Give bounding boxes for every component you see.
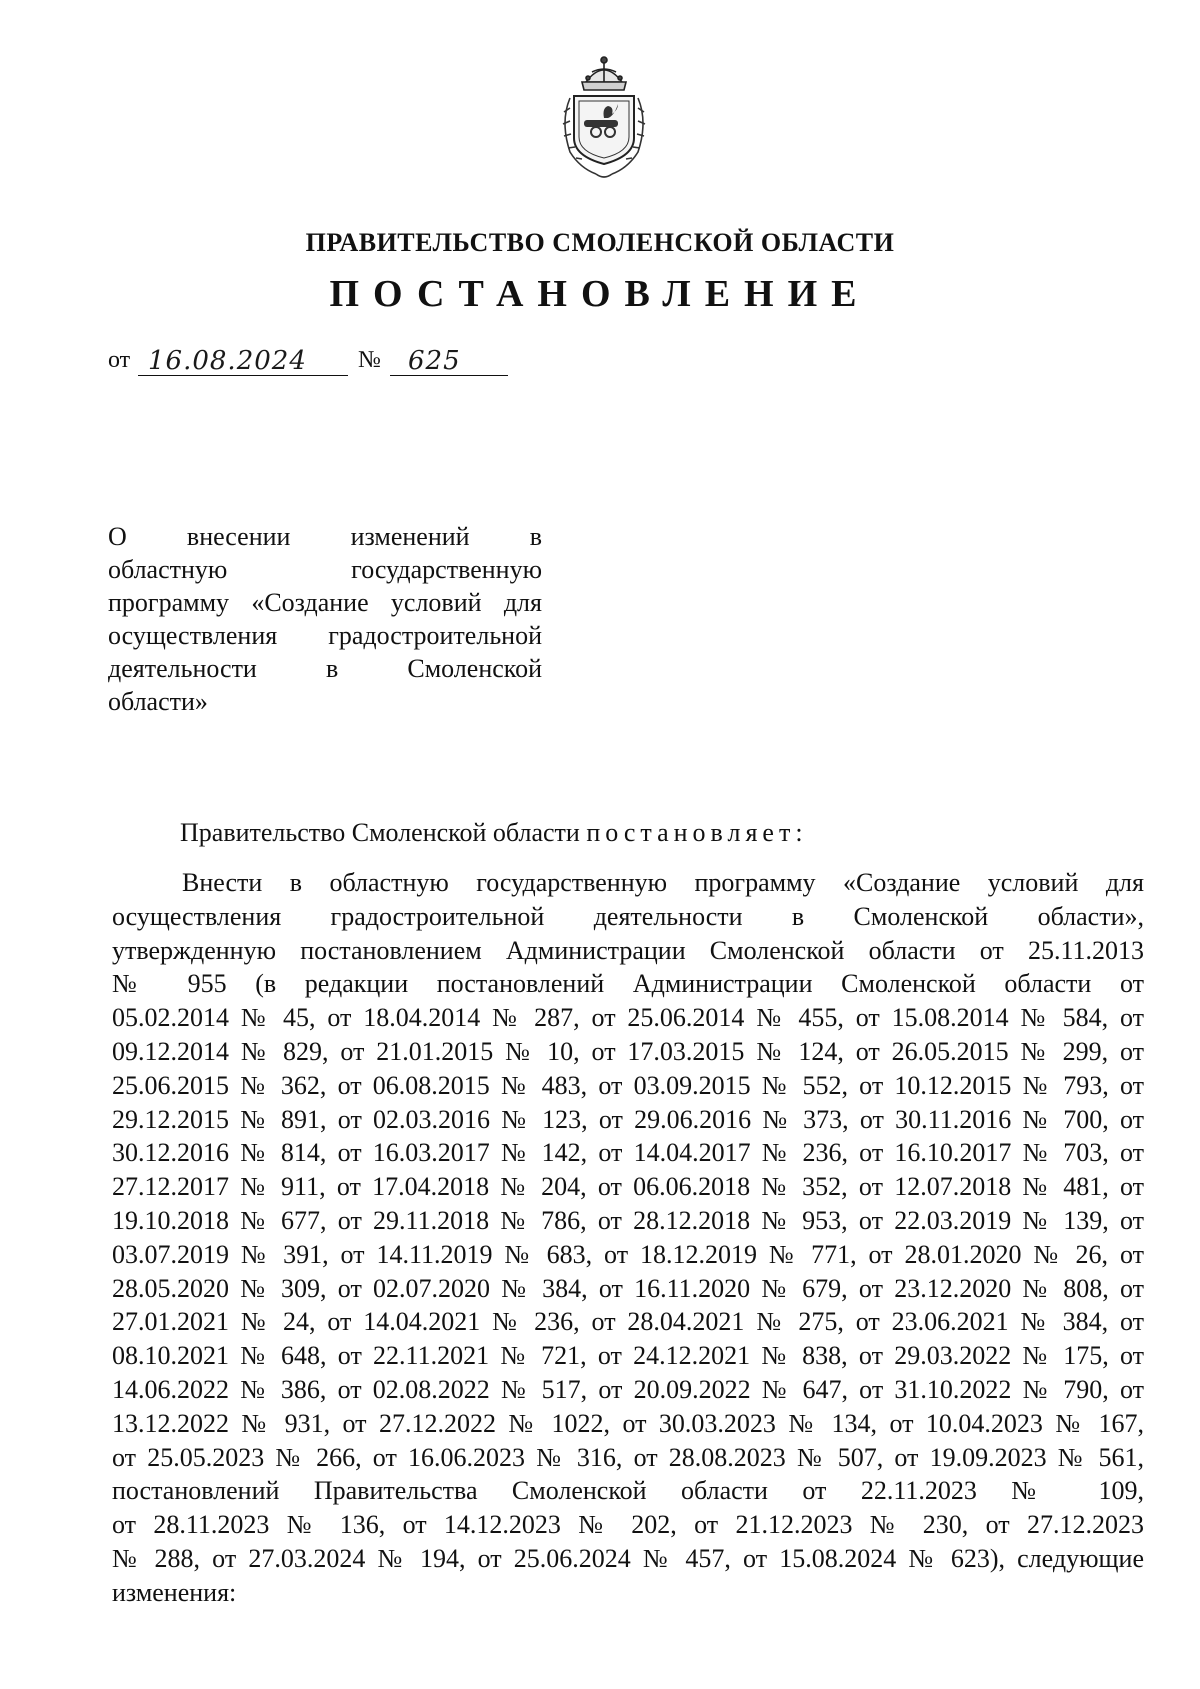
body-line: № 955 (в редакции постановлений Администрации Смоленской области от [112, 969, 1144, 999]
handwritten-date: 16.08.2024 [148, 346, 307, 376]
body-line: 05.02.2014 № 45, от 18.04.2014 № 287, от 25.06.2014 № 455, от 15.08.2014 № 584, от [112, 1003, 1144, 1033]
body-line: 03.07.2019 № 391, от 14.11.2019 № 683, от 18.12.2019 № 771, от 28.01.2020 № 26, от [112, 1239, 1144, 1269]
body-line: 27.01.2021 № 24, от 14.04.2021 № 236, от 28.04.2021 № 275, от 23.06.2021 № 384, от [112, 1307, 1144, 1337]
body-line: от 25.05.2023 № 266, от 16.06.2023 № 316, от 28.08.2023 № 507, от 19.09.2023 № 561, [112, 1442, 1144, 1472]
preamble-text: Правительство Смоленской области [180, 818, 580, 847]
body-line: осуществления градостроительной деятельности в Смоленской области», [112, 901, 1144, 931]
preamble-action: постановляет: [586, 818, 808, 847]
organization-title: ПРАВИТЕЛЬСТВО СМОЛЕНСКОЙ ОБЛАСТИ [305, 228, 895, 257]
smolensk-coat-of-arms-icon [556, 52, 652, 184]
body-line: 25.06.2015 № 362, от 06.08.2015 № 483, от 03.09.2015 № 552, от 10.12.2015 № 793, от [112, 1070, 1144, 1100]
body-line: от 28.11.2023 № 136, от 14.12.2023 № 202, от 21.12.2023 № 230, от 27.12.2023 [112, 1510, 1144, 1540]
date-label: от [108, 347, 131, 373]
body-line: 28.05.2020 № 309, от 02.07.2020 № 384, от 16.11.2020 № 679, от 23.12.2020 № 808, от [112, 1273, 1144, 1303]
body-line: 09.12.2014 № 829, от 21.01.2015 № 10, от 17.03.2015 № 124, от 26.05.2015 № 299, от [112, 1036, 1144, 1066]
body-line: Внести в областную государственную программу «Создание условий для [182, 868, 1144, 897]
subject-line: осуществления градостроительной [108, 621, 542, 650]
body-line: утвержденную постановлением Администрации Смоленской области от 25.11.2013 [112, 935, 1144, 965]
body-line: 29.12.2015 № 891, от 02.03.2016 № 123, от 29.06.2016 № 373, от 30.11.2016 № 700, от [112, 1104, 1144, 1134]
document-reference-line [108, 340, 538, 380]
body-line: 13.12.2022 № 931, от 27.12.2022 № 1022, от 30.03.2023 № 134, от 10.04.2023 № 167, [112, 1408, 1144, 1438]
preamble [180, 818, 808, 848]
body-line: 08.10.2021 № 648, от 22.11.2021 № 721, от 24.12.2021 № 838, от 29.03.2022 № 175, от [112, 1341, 1144, 1371]
subject-line: области» [108, 687, 208, 716]
handwritten-number: 625 [408, 346, 461, 376]
subject-line: программу «Создание условий для [108, 588, 542, 617]
body-line: постановлений Правительства Смоленской области от 22.11.2023 № 109, [112, 1476, 1144, 1506]
body-line: 27.12.2017 № 911, от 17.04.2018 № 204, от 06.06.2018 № 352, от 12.07.2018 № 481, от [112, 1172, 1144, 1202]
body-line: 14.06.2022 № 386, от 02.08.2022 № 517, от 20.09.2022 № 647, от 31.10.2022 № 790, от [112, 1374, 1144, 1404]
body-line: изменения: [112, 1577, 237, 1607]
body-paragraph [112, 866, 1144, 1610]
subject-line: областную государственную [108, 555, 542, 584]
document-type-title: ПОСТАНОВЛЕНИЕ [329, 273, 871, 315]
subject-line: деятельности в Смоленской [108, 654, 542, 683]
body-line: 30.12.2016 № 814, от 16.03.2017 № 142, от 14.04.2017 № 236, от 16.10.2017 № 703, от [112, 1138, 1144, 1168]
number-label: № [358, 347, 381, 373]
body-line: № 288, от 27.03.2024 № 194, от 25.06.2024 № 457, от 15.08.2024 № 623), следующие [112, 1543, 1144, 1573]
document-subject [108, 520, 542, 718]
subject-line: О внесении изменений в [108, 522, 542, 551]
body-line: 19.10.2018 № 677, от 29.11.2018 № 786, от 28.12.2018 № 953, от 22.03.2019 № 139, от [112, 1205, 1144, 1235]
